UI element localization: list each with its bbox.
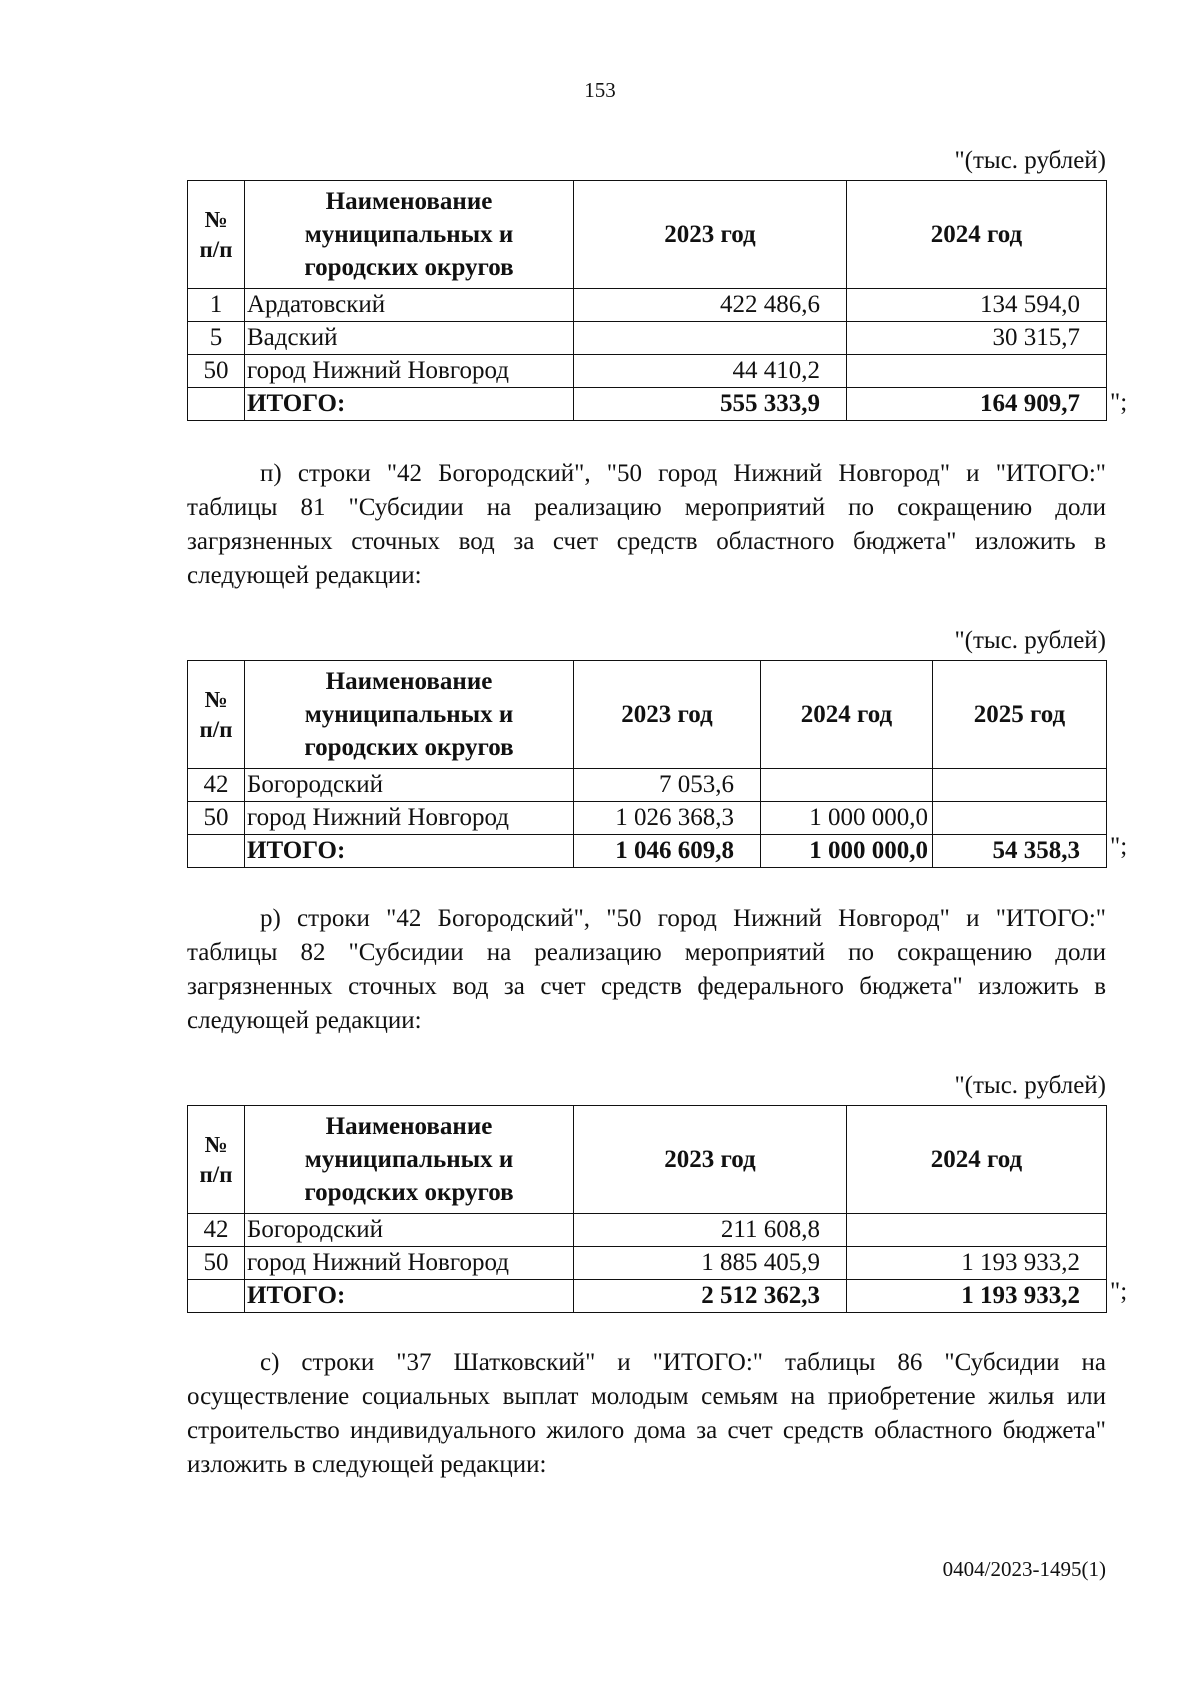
table-header	[188, 1106, 1107, 1214]
table-row	[188, 1247, 1107, 1280]
table-row	[188, 289, 1107, 322]
closing-mark: ";	[1110, 1278, 1128, 1305]
closing-mark: ";	[1110, 389, 1128, 416]
row-num: 42	[188, 1214, 245, 1247]
row-num: 1	[188, 289, 245, 322]
total-row	[188, 835, 1107, 868]
row-2023: 7 053,6	[574, 769, 761, 802]
total-blank	[188, 1280, 245, 1313]
paragraph-p: п) строки "42 Богородский", "50 город Нижний Новгород" и "ИТОГО:" таблицы 81 "Субсидии на реализацию мероприятий по сокращению доли загрязненных сточных вод за счет средств областного бюджета" изложить в следующей редакции:	[187, 460, 1106, 589]
header-num: № п/п	[188, 1106, 245, 1214]
row-num: 50	[188, 802, 245, 835]
row-2024: 1 193 933,2	[847, 1247, 1107, 1280]
total-label: ИТОГО:	[245, 1280, 574, 1313]
total-2024: 164 909,7	[847, 388, 1107, 421]
total-row	[188, 1280, 1107, 1313]
total-row	[188, 388, 1107, 421]
header-name: Наименование муниципальных и городских округов	[245, 181, 574, 289]
row-2023: 44 410,2	[574, 355, 847, 388]
total-2024: 1 000 000,0	[761, 835, 933, 868]
total-label: ИТОГО:	[245, 388, 574, 421]
header-2024: 2024 год	[761, 661, 933, 769]
header-num: № п/п	[188, 661, 245, 769]
row-2024	[761, 769, 933, 802]
row-2023: 422 486,6	[574, 289, 847, 322]
table-1	[187, 180, 1107, 421]
row-num: 42	[188, 769, 245, 802]
page-number: 153	[584, 78, 616, 102]
total-2025: 54 358,3	[933, 835, 1107, 868]
row-name: Богородский	[245, 1214, 574, 1247]
row-num: 50	[188, 355, 245, 388]
table-3	[187, 1105, 1107, 1313]
row-2024: 30 315,7	[847, 322, 1107, 355]
header-name: Наименование муниципальных и городских округов	[245, 661, 574, 769]
row-name: город Нижний Новгород	[245, 802, 574, 835]
closing-mark: ";	[1110, 833, 1128, 860]
total-blank	[188, 835, 245, 868]
total-blank	[188, 388, 245, 421]
header-2025: 2025 год	[933, 661, 1107, 769]
row-name: Ардатовский	[245, 289, 574, 322]
table-header	[188, 661, 1107, 769]
table-row	[188, 355, 1107, 388]
row-num: 50	[188, 1247, 245, 1280]
row-2024	[847, 355, 1107, 388]
header-2023: 2023 год	[574, 1106, 847, 1214]
row-name: Вадский	[245, 322, 574, 355]
total-2023: 1 046 609,8	[574, 835, 761, 868]
paragraph-r: р) строки "42 Богородский", "50 город Нижний Новгород" и "ИТОГО:" таблицы 82 "Субсидии на реализацию мероприятий по сокращению доли загрязненных сточных вод за счет средств федерального бюджета" изложить в следующей редакции:	[187, 905, 1106, 1034]
row-name: город Нижний Новгород	[245, 1247, 574, 1280]
paragraph-s: с) строки "37 Шатковский" и "ИТОГО:" таблицы 86 "Субсидии на осуществление социальных выплат молодым семьям на приобретение жилья или строительство индивидуального жилого дома за счет средств областного бюджета" изложить в следующей редакции:	[187, 1349, 1106, 1478]
row-2025	[933, 769, 1107, 802]
unit-label: "(тыс. рублей)	[954, 147, 1106, 174]
header-2023: 2023 год	[574, 661, 761, 769]
header-2024: 2024 год	[847, 181, 1107, 289]
table-row	[188, 322, 1107, 355]
table-row	[188, 802, 1107, 835]
row-2023	[574, 322, 847, 355]
row-2023: 211 608,8	[574, 1214, 847, 1247]
header-2023: 2023 год	[574, 181, 847, 289]
table-2	[187, 660, 1107, 868]
row-num: 5	[188, 322, 245, 355]
total-2024: 1 193 933,2	[847, 1280, 1107, 1313]
total-label: ИТОГО:	[245, 835, 574, 868]
row-2024: 1 000 000,0	[761, 802, 933, 835]
row-2024	[847, 1214, 1107, 1247]
table-row	[188, 1214, 1107, 1247]
unit-label: "(тыс. рублей)	[954, 627, 1106, 654]
header-name: Наименование муниципальных и городских округов	[245, 1106, 574, 1214]
total-2023: 2 512 362,3	[574, 1280, 847, 1313]
row-2023: 1 885 405,9	[574, 1247, 847, 1280]
row-name: город Нижний Новгород	[245, 355, 574, 388]
total-2023: 555 333,9	[574, 388, 847, 421]
table-header	[188, 181, 1107, 289]
header-num: № п/п	[188, 181, 245, 289]
header-2024: 2024 год	[847, 1106, 1107, 1214]
unit-label: "(тыс. рублей)	[954, 1072, 1106, 1099]
row-2024: 134 594,0	[847, 289, 1107, 322]
document-code: 0404/2023-1495(1)	[942, 1557, 1106, 1581]
row-name: Богородский	[245, 769, 574, 802]
row-2025	[933, 802, 1107, 835]
table-row	[188, 769, 1107, 802]
row-2023: 1 026 368,3	[574, 802, 761, 835]
